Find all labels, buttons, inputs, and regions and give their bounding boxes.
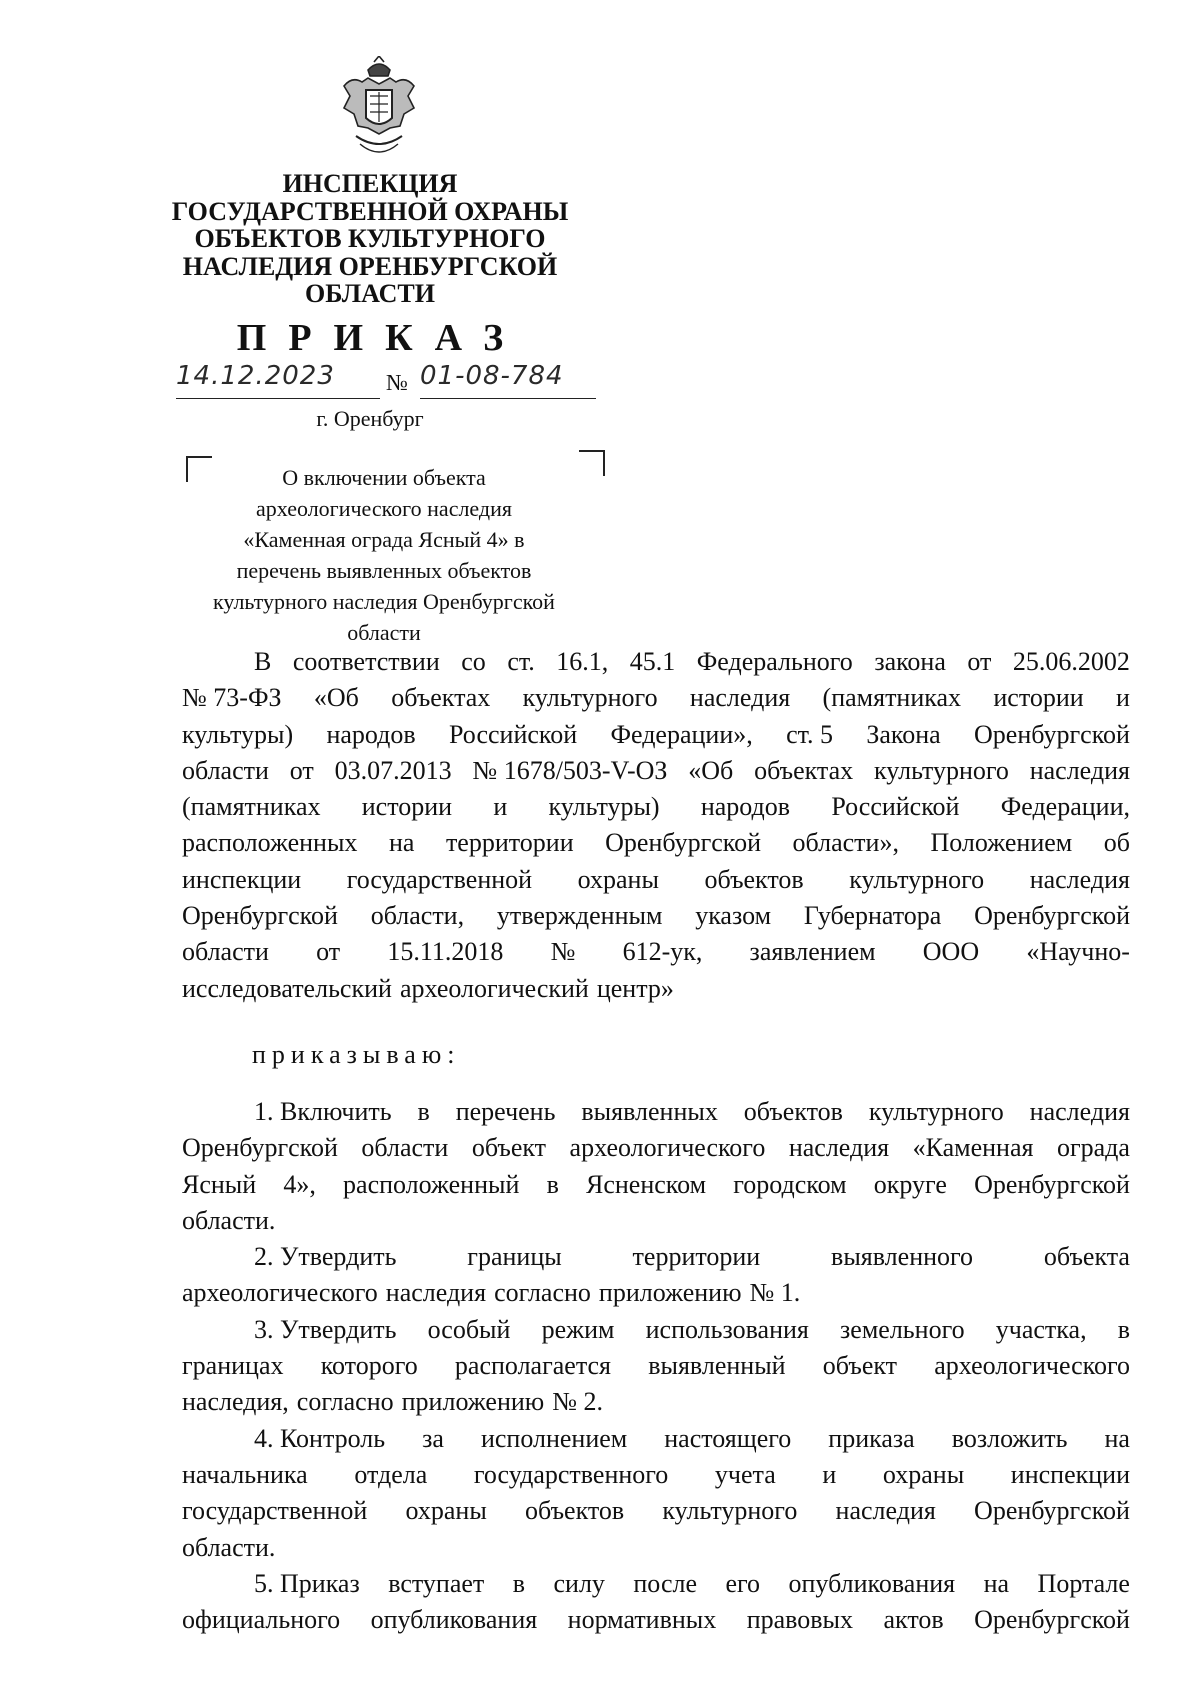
word: «Об bbox=[688, 755, 734, 785]
word: на bbox=[983, 1568, 1010, 1598]
word: в bbox=[512, 1568, 526, 1598]
text-line bbox=[182, 717, 1130, 753]
word: Оренбургской bbox=[974, 719, 1130, 749]
word: границы bbox=[467, 1242, 562, 1272]
word: «Научно- bbox=[1026, 937, 1130, 967]
word: 1. Включить bbox=[254, 1097, 392, 1126]
org-line: ИНСПЕКЦИЯ bbox=[282, 169, 458, 198]
word: указом bbox=[695, 901, 772, 931]
word: № bbox=[550, 937, 576, 967]
word: объекта bbox=[1043, 1242, 1130, 1272]
word: культуры) bbox=[548, 792, 660, 822]
word: исследовательский bbox=[182, 973, 392, 1003]
word: территории bbox=[445, 828, 574, 858]
word: на bbox=[388, 828, 415, 858]
word: 25.06.2002 bbox=[1012, 647, 1130, 676]
word: особый bbox=[427, 1314, 511, 1344]
word: ограда bbox=[1056, 1133, 1130, 1163]
word: Ясный bbox=[182, 1169, 257, 1199]
word: границах bbox=[182, 1351, 284, 1381]
word: 15.11.2018 bbox=[387, 937, 504, 967]
document-type: ПРИКАЗ bbox=[236, 317, 526, 359]
word: 2. Утвердить bbox=[254, 1242, 397, 1272]
word: на bbox=[1104, 1423, 1130, 1453]
word: археологического bbox=[934, 1351, 1130, 1381]
word: исполнением bbox=[480, 1423, 628, 1453]
word: и bbox=[822, 1459, 837, 1489]
document-date: 14.12.2023 bbox=[176, 361, 335, 391]
word: Ясненском bbox=[586, 1169, 707, 1199]
word: в bbox=[546, 1169, 559, 1199]
coat-of-arms-emblem bbox=[338, 56, 420, 162]
word: «Об bbox=[313, 683, 359, 713]
word: Федерального bbox=[696, 647, 853, 676]
organization-name bbox=[170, 170, 570, 308]
text-line bbox=[182, 1566, 1130, 1602]
word: выявленный bbox=[648, 1351, 786, 1381]
word: 03.07.2013 bbox=[334, 755, 452, 785]
word: № 2. bbox=[552, 1387, 604, 1417]
word: Оренбургской bbox=[974, 1605, 1130, 1635]
word: 45.1 bbox=[629, 647, 676, 676]
word: охраны bbox=[405, 1496, 487, 1526]
text-line bbox=[182, 1167, 1130, 1203]
word: опубликования bbox=[370, 1605, 538, 1635]
word: земельного bbox=[840, 1314, 965, 1344]
word: народов bbox=[326, 719, 416, 749]
word: наследия bbox=[689, 683, 791, 713]
word: археологического bbox=[569, 1133, 766, 1163]
subject-line: «Каменная ограда Ясный 4» в bbox=[243, 527, 525, 552]
date-underline bbox=[176, 398, 380, 399]
text-line bbox=[182, 1094, 1130, 1130]
word: режим bbox=[541, 1314, 615, 1344]
word: 3. Утвердить bbox=[254, 1314, 397, 1344]
word: наследия bbox=[1029, 755, 1130, 785]
word: 4. Контроль bbox=[254, 1423, 386, 1453]
word: 16.1, bbox=[556, 647, 609, 676]
word: официального bbox=[182, 1605, 341, 1635]
subject-line: области bbox=[347, 620, 421, 645]
text-line bbox=[182, 1457, 1130, 1493]
order-word: приказываю: bbox=[252, 1040, 461, 1069]
word: «Каменная bbox=[912, 1133, 1034, 1163]
text-line bbox=[182, 825, 1130, 861]
word: № 73-ФЗ bbox=[182, 683, 282, 713]
word: объектах bbox=[391, 683, 491, 713]
word: объектов bbox=[525, 1496, 625, 1526]
order-items bbox=[182, 1094, 1130, 1638]
subject-line: О включении объекта bbox=[282, 465, 486, 490]
word: после bbox=[633, 1568, 698, 1598]
word: приложению bbox=[401, 1387, 545, 1417]
preamble bbox=[182, 644, 1130, 1007]
word: Портале bbox=[1037, 1568, 1130, 1598]
word: культурного bbox=[662, 1496, 798, 1526]
word: области. bbox=[182, 1205, 276, 1235]
word: области. bbox=[182, 1532, 276, 1562]
word: которого bbox=[320, 1351, 418, 1381]
word: соответствии bbox=[292, 647, 440, 676]
subject-block bbox=[176, 462, 592, 648]
text-line bbox=[182, 862, 1130, 898]
word: охраны bbox=[577, 864, 659, 894]
word: об bbox=[1103, 828, 1130, 858]
word: 5. Приказ bbox=[254, 1568, 360, 1598]
text-line bbox=[182, 1421, 1130, 1457]
word: расположенных bbox=[182, 828, 358, 858]
word: области bbox=[182, 755, 269, 785]
word: Оренбургской bbox=[974, 901, 1130, 931]
word: отдела bbox=[354, 1459, 428, 1489]
subject-line: перечень выявленных объектов bbox=[236, 558, 532, 583]
word: ст. 5 bbox=[786, 719, 834, 749]
word: инспекции bbox=[1010, 1459, 1130, 1489]
text-line bbox=[182, 1130, 1130, 1166]
word: округе bbox=[873, 1169, 947, 1199]
word: объектах bbox=[754, 755, 854, 785]
text-line bbox=[182, 1493, 1130, 1529]
word: области bbox=[182, 937, 269, 967]
word: № 1. bbox=[749, 1278, 801, 1308]
word: государственной bbox=[346, 864, 533, 894]
word: и bbox=[493, 792, 508, 822]
word: и bbox=[1116, 683, 1130, 713]
word: городском bbox=[733, 1169, 847, 1199]
word: инспекции bbox=[182, 864, 302, 894]
word: археологический bbox=[399, 973, 589, 1003]
org-line: ОБЪЕКТОВ КУЛЬТУРНОГО bbox=[194, 224, 546, 253]
word: культуры) bbox=[182, 719, 294, 749]
word: 4», bbox=[283, 1169, 316, 1199]
word: археологического bbox=[182, 1278, 378, 1308]
word: Российской bbox=[448, 719, 578, 749]
word: Оренбургской bbox=[974, 1496, 1130, 1526]
word: закона bbox=[874, 647, 946, 676]
word: наследия bbox=[1029, 1097, 1130, 1126]
text-line bbox=[182, 789, 1130, 825]
word: наследия bbox=[385, 1278, 487, 1308]
word: ст. bbox=[507, 647, 535, 676]
text-line bbox=[182, 1203, 1130, 1239]
word: силу bbox=[553, 1568, 605, 1598]
word: Российской bbox=[831, 792, 960, 822]
text-line bbox=[182, 1239, 1130, 1275]
word: от bbox=[316, 937, 341, 967]
word: Губернатора bbox=[803, 901, 942, 931]
word: возложить bbox=[951, 1423, 1068, 1453]
word: Федерации, bbox=[1000, 792, 1130, 822]
word: Оренбургской bbox=[974, 1169, 1130, 1199]
word: народов bbox=[700, 792, 791, 822]
number-label: № bbox=[386, 370, 408, 395]
word: В bbox=[254, 647, 272, 676]
subject-line: археологического наследия bbox=[256, 496, 512, 521]
word: правовых bbox=[746, 1605, 854, 1635]
word: утвержденным bbox=[496, 901, 663, 931]
word: перечень bbox=[455, 1097, 556, 1126]
word: культурного bbox=[868, 1097, 1004, 1126]
word: охраны bbox=[882, 1459, 965, 1489]
word: (памятниках bbox=[822, 683, 962, 713]
word: наследия bbox=[1029, 864, 1130, 894]
text-line bbox=[182, 1312, 1130, 1348]
text-line bbox=[182, 680, 1130, 716]
word: 612-ук, bbox=[622, 937, 703, 967]
word: вступает bbox=[388, 1568, 485, 1598]
document-number: 01-08-784 bbox=[420, 361, 564, 391]
text-line bbox=[182, 934, 1130, 970]
word: в bbox=[1117, 1314, 1130, 1344]
word: области», bbox=[792, 828, 899, 858]
text-line bbox=[182, 1602, 1130, 1638]
word: наследия bbox=[835, 1496, 936, 1526]
word: заявлением bbox=[749, 937, 876, 967]
text-line bbox=[182, 1530, 1130, 1566]
text-line bbox=[182, 1348, 1130, 1384]
word: расположенный bbox=[343, 1169, 520, 1199]
org-line: НАСЛЕДИЯ ОРЕНБУРГСКОЙ bbox=[182, 251, 558, 281]
word: от bbox=[967, 647, 992, 676]
text-line bbox=[182, 644, 1130, 680]
word: Оренбургской bbox=[182, 1133, 338, 1163]
word: приказа bbox=[828, 1423, 915, 1453]
text-line bbox=[182, 1275, 1130, 1311]
word: Положением bbox=[930, 828, 1073, 858]
word: выявленных bbox=[581, 1097, 718, 1126]
word: использования bbox=[645, 1314, 809, 1344]
word: территории bbox=[632, 1242, 761, 1272]
text-line bbox=[182, 753, 1130, 789]
city: г. Оренбург bbox=[316, 406, 424, 431]
word: со bbox=[461, 647, 486, 676]
word: объектов bbox=[704, 864, 804, 894]
word: Оренбургской bbox=[605, 828, 762, 858]
subject-line: культурного наследия Оренбургской bbox=[213, 589, 555, 614]
word: Закона bbox=[866, 719, 941, 749]
word: области bbox=[361, 1133, 449, 1163]
word: согласно bbox=[494, 1278, 591, 1308]
word: наследия, bbox=[182, 1387, 289, 1417]
word: истории bbox=[361, 792, 453, 822]
text-line bbox=[182, 1384, 1130, 1420]
word: настоящего bbox=[664, 1423, 792, 1453]
word: наследия bbox=[788, 1133, 890, 1163]
text-line bbox=[182, 971, 1130, 1007]
word: в bbox=[417, 1097, 430, 1126]
org-line: ОБЛАСТИ bbox=[305, 279, 435, 308]
word: Федерации», bbox=[610, 719, 753, 749]
word: участка, bbox=[995, 1314, 1087, 1344]
org-line: ГОСУДАРСТВЕННОЙ ОХРАНЫ bbox=[171, 196, 569, 226]
text-line bbox=[182, 898, 1130, 934]
word: актов bbox=[883, 1605, 944, 1635]
word: центр» bbox=[596, 973, 674, 1003]
word: объект bbox=[822, 1351, 898, 1381]
word: учета bbox=[714, 1459, 776, 1489]
word: приложению bbox=[598, 1278, 742, 1308]
word: государственного bbox=[473, 1459, 669, 1489]
word: (памятниках bbox=[182, 792, 321, 822]
word: истории bbox=[993, 683, 1084, 713]
word: начальника bbox=[182, 1459, 308, 1489]
word: за bbox=[422, 1423, 444, 1453]
word: культурного bbox=[873, 755, 1009, 785]
word: объектов bbox=[743, 1097, 843, 1126]
word: Оренбургской bbox=[182, 901, 338, 931]
word: от bbox=[289, 755, 314, 785]
word: объект bbox=[471, 1133, 547, 1163]
word: его bbox=[725, 1568, 761, 1598]
word: культурного bbox=[849, 864, 985, 894]
word: № 1678/503-V-ОЗ bbox=[472, 755, 668, 785]
word: области, bbox=[370, 901, 465, 931]
word: согласно bbox=[296, 1387, 394, 1417]
word: государственной bbox=[182, 1496, 368, 1526]
word: культурного bbox=[522, 683, 658, 713]
word: выявленного bbox=[831, 1242, 974, 1272]
word: располагается bbox=[454, 1351, 612, 1381]
word: нормативных bbox=[567, 1605, 717, 1635]
number-underline bbox=[420, 398, 596, 399]
word: ООО bbox=[922, 937, 980, 967]
word: опубликования bbox=[788, 1568, 956, 1598]
